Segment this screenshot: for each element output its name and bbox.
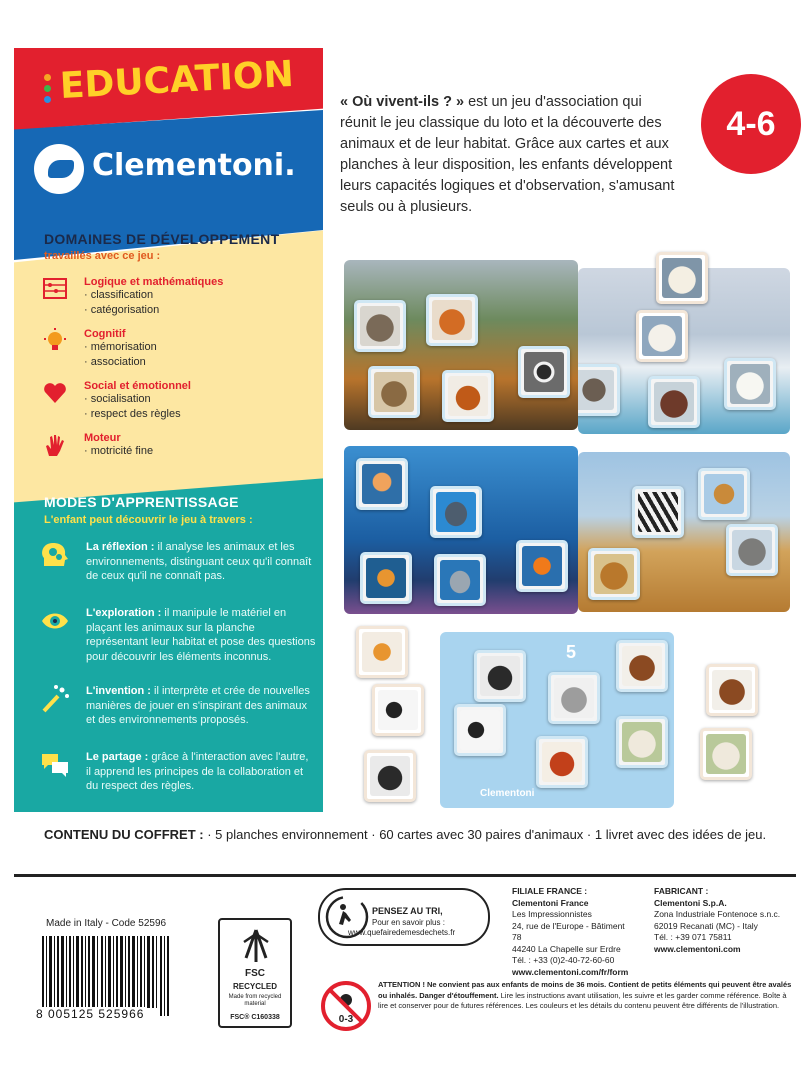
education-title: EDUCATION: [58, 53, 295, 107]
modes-subtitle: L'enfant peut découvrir le jeu à travers :: [44, 514, 253, 526]
fabricant-line: Clementoni S.p.A.: [654, 897, 727, 908]
filiale-website: www.clementoni.com/fr/form: [512, 966, 629, 977]
box-contents: [44, 826, 784, 844]
card-clownfish: [516, 540, 568, 592]
card-cat: [548, 672, 600, 724]
card-dog: [474, 650, 526, 702]
domain-title: Moteur: [84, 432, 121, 444]
domain-title: Social et émotionnel: [84, 380, 191, 392]
card-elephant: [726, 524, 778, 576]
domain-title: Logique et mathématiques: [84, 276, 224, 288]
card-hedgehog: [354, 300, 406, 352]
board-savanna: [578, 452, 790, 612]
fsc-text: FSC: [245, 968, 265, 979]
domain-sub: · association: [84, 356, 146, 368]
card-badger: [518, 346, 570, 398]
head-gears-icon: [40, 540, 70, 570]
mode-description: il manipule le matériel en plaçant les animaux sur la planche représentant leur habitat et pose des questions pour découvrir les éléments inconnus.: [86, 607, 316, 663]
mode-description: grâce à l'interaction avec l'autre, il apprend les principes de la collaboration et du respect des règles.: [86, 751, 309, 792]
contents-label: CONTENU DU COFFRET :: [44, 827, 204, 842]
domains-title: DOMAINES DE DÉVELOPPEMENT: [44, 231, 280, 247]
fabricant-info: [654, 886, 794, 955]
age-warning-icon: [320, 980, 372, 1032]
made-in-code: Made in Italy - Code 52596: [46, 918, 167, 929]
domain-sub: · mémorisation: [84, 341, 157, 353]
domain-sub: · motricité fine: [84, 445, 154, 457]
safety-warning: [378, 980, 796, 1012]
game-name: « Où vivent-ils ? »: [340, 94, 465, 110]
filiale-line: Les Impressionnistes: [512, 909, 592, 919]
contents-text: · 5 planches environnement · 60 cartes avec 30 paires d'animaux · 1 livret avec des idées de jeu.: [203, 827, 767, 842]
lightbulb-icon: [42, 328, 68, 354]
education-dots-icon: [44, 74, 56, 107]
intro-paragraph: [340, 92, 680, 218]
card-horse: [616, 640, 668, 692]
fsc-code: FSC® C160338: [230, 1014, 280, 1021]
card-seahorse-loose: [356, 626, 408, 678]
fabricant-line: 62019 Recanati (MC) - Italy: [654, 920, 758, 931]
card-dog-loose: [364, 750, 416, 802]
domain-sub: · classification: [84, 289, 154, 301]
card-seahorse: [360, 552, 412, 604]
card-arctic-fox: [724, 358, 776, 410]
card-cow-loose: [372, 684, 424, 736]
filiale-line: 24, rue de l'Europe - Bâtiment 78: [512, 920, 625, 942]
warning-title: ATTENTION ! Ne convient pas aux enfants de moins de 36 mois. Contient de petits éléments qui peuvent être avalés ou inhalés. Danger d'étouffement.: [378, 980, 792, 1000]
domains-subtitle: travaillés avec ce jeu :: [44, 250, 161, 262]
card-cow: [454, 704, 506, 756]
card-sheep: [616, 716, 668, 768]
filiale-france: [512, 886, 636, 978]
card-shark: [434, 554, 486, 606]
board-farm: [440, 632, 674, 808]
mode-title: L'exploration :: [86, 607, 165, 619]
fsc-label-box: [218, 918, 292, 1028]
card-owl: [368, 366, 420, 418]
fabricant-website: www.clementoni.com: [654, 943, 741, 954]
intro-text: est un jeu d'association qui réunit le jeu classique du loto et la découverte des animaux et de leur habitat. Grâce aux cartes et aux planches à leur disposition, les enfants développent leurs capacités logiques et d'observation, s'amusant seuls ou à plusieurs.: [340, 94, 675, 215]
card-dolphin: [430, 486, 482, 538]
age-warning-label: 0-3: [338, 1014, 354, 1025]
triman-line1: Pour en savoir plus :: [372, 918, 445, 927]
mode-title: Le partage :: [86, 751, 152, 763]
barcode-icon: [40, 936, 170, 1016]
age-badge: 4-6: [701, 74, 801, 174]
card-zebra: [632, 486, 684, 538]
card-polar-bear-loose: [656, 252, 708, 304]
fabricant-title: FABRICANT :: [654, 886, 709, 896]
card-giraffe: [698, 468, 750, 520]
warning-text: Lire les instructions avant utilisation, les suivre et les garder comme référence. Boîte à lire et conserver pour de futures références. Les couleurs et les détails du contenu peuvent être différents de l'illustration.: [378, 990, 787, 1010]
triman-box: [318, 888, 490, 946]
card-walrus: [648, 376, 700, 428]
footer-divider: [14, 874, 796, 877]
mode-description: il interprète et crée de nouvelles manières de jouer en s'inspirant des animaux et des environnements proposés.: [86, 685, 310, 726]
fsc-tree-icon: [238, 928, 274, 964]
filiale-line: 44240 La Chapelle sur Erdre: [512, 943, 621, 954]
card-fox: [426, 294, 478, 346]
domain-sub: · catégorisation: [84, 304, 160, 316]
fsc-small-text: Made from recycled material: [228, 994, 282, 1007]
filiale-line: Tél. : +33 (0)2-40-72-60-60: [512, 955, 615, 965]
speech-bubbles-icon: [40, 750, 70, 780]
card-sheep-loose: [700, 728, 752, 780]
domain-sub: · socialisation: [84, 393, 151, 405]
board-ocean: [344, 446, 578, 614]
board-forest: [344, 260, 578, 430]
domain-sub: · respect des règles: [84, 408, 181, 420]
card-horse-loose: [706, 664, 758, 716]
domain-title: Cognitif: [84, 328, 126, 340]
triman-title: PENSEZ AU TRI,: [372, 906, 443, 916]
eye-icon: [40, 606, 70, 636]
abacus-icon: [42, 276, 68, 302]
card-seal: [578, 364, 620, 416]
filiale-title: FILIALE FRANCE :: [512, 886, 588, 896]
left-info-panel: [14, 48, 323, 812]
brand-name: Clementoni.: [92, 148, 296, 183]
board-label: Clementoni: [480, 788, 535, 799]
card-polar-bear: [636, 310, 688, 362]
mode-title: La réflexion :: [86, 541, 158, 553]
fabricant-line: Zona Industriale Fontenoce s.n.c.: [654, 909, 781, 919]
filiale-line: Clementoni France: [512, 897, 589, 908]
fabricant-line: Tél. : +39 071 75811: [654, 932, 732, 942]
modes-title: MODES D'APPRENTISSAGE: [44, 494, 239, 510]
clementoni-logo-icon: [34, 144, 84, 194]
fsc-recycled: RECYCLED: [232, 982, 277, 991]
card-rooster: [536, 736, 588, 788]
board-number: 5: [566, 642, 577, 662]
heart-icon: [42, 380, 68, 406]
triman-line2: www.quefairedemesdechets.fr: [348, 928, 456, 937]
barcode-number: 8 005125 525966: [36, 1007, 145, 1021]
mode-title: L'invention :: [86, 685, 154, 697]
card-lion: [588, 548, 640, 600]
magic-wand-icon: [40, 684, 70, 714]
mode-description: il analyse les animaux et les environnements, distinguant ceux qu'il connaît de ceux qu'il ne connaît pas.: [86, 541, 312, 582]
card-squirrel: [442, 370, 494, 422]
hand-icon: [42, 432, 68, 458]
card-jellyfish: [356, 458, 408, 510]
